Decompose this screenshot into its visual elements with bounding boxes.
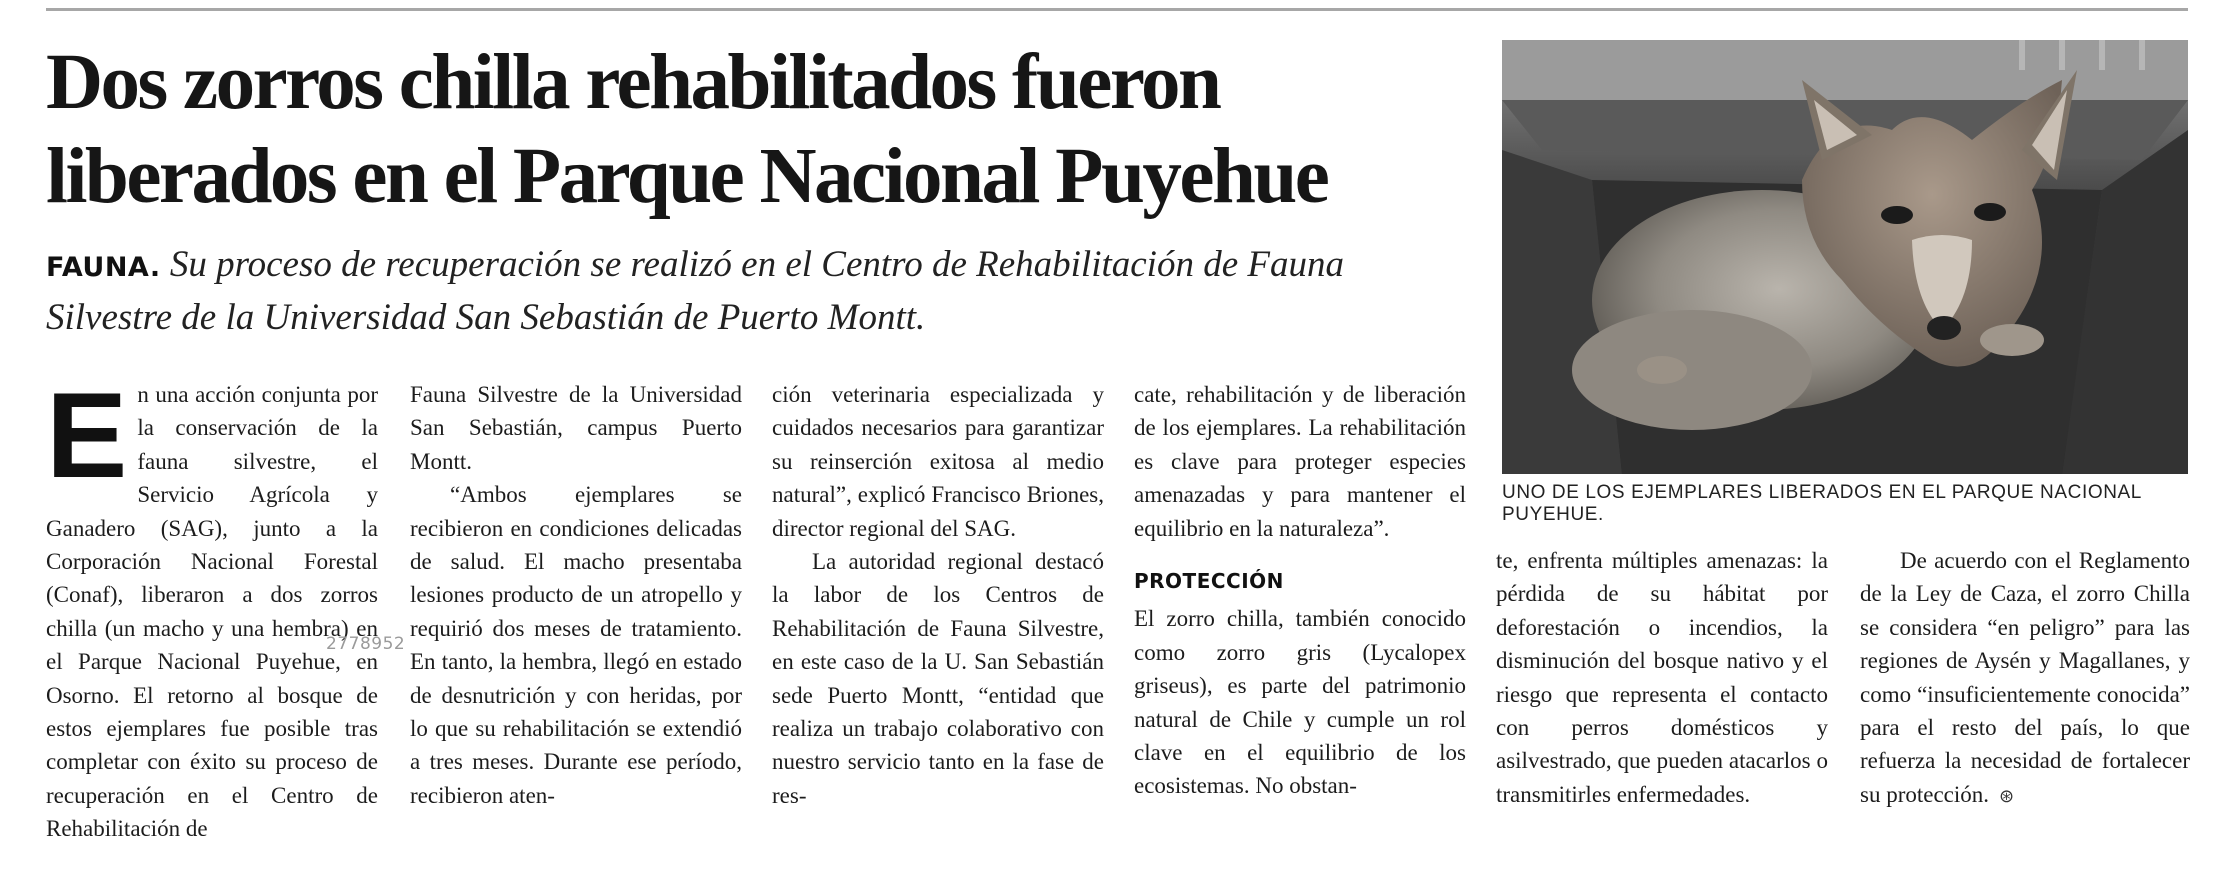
column-6-para: De acuerdo con el Reglamento de la Ley de Caza, el zorro Chilla se considera “en peligro” para las regiones de Aysén y Magallanes, y como “insuficientemente conocida” para el resto del país, lo que refuerza la necesidad de fortalecer su protección. [1860, 548, 2190, 807]
stamp-number: 2778952 [326, 634, 406, 654]
column-2-para-a: Fauna Silvestre de la Universidad San Sebastián, campus Puerto Montt. [410, 382, 742, 474]
headline: Dos zorros chilla rehabilitados fueron liberados en el Parque Nacional Puyehue [46, 39, 1328, 220]
article-column-3 [772, 378, 1104, 812]
column-1-text-cont: por la conservación de la fauna silvestre, el Servicio Agrícola y Ganadero (SAG), junto a la Corporación Nacional Forestal (Conaf), liberaron a dos zorros chilla (un macho y una hembra) en el Parque Nacional Puyehue, en Osorno. El retorno al bosque de estos ejemplares fue posible tras completar con éxito su proceso de recuperación en el Centro de Rehabilitación de [46, 382, 379, 842]
drop-cap: E [46, 367, 128, 503]
subhead-proteccion: PROTECCIÓN [1134, 569, 1284, 594]
column-4-para-b: El zorro chilla, también conocido como zorro gris (Lycalopex griseus), es parte del patrimonio natural de Chile y cumple un rol clave en el equilibrio de los ecosistemas. No obstan- [1134, 606, 1466, 799]
deck [46, 240, 1466, 343]
end-of-article-icon: ⊛ [1999, 785, 2015, 807]
fox-illustration [1502, 40, 2188, 474]
article-column-1 [46, 367, 379, 846]
column-3-para-a: ción veterinaria especializada y cuidados necesarios para garantizar su reinserción exitosa al medio natural”, explicó Francisco Briones, director regional del SAG. [772, 382, 1104, 541]
column-2-para-b: “Ambos ejemplares se recibieron en condiciones delicadas de salud. El macho presentaba lesiones producto de un atropello y requirió dos meses de tratamiento. En tanto, la hembra, llegó en estado de desnutrición y con heridas, por lo que su rehabilitación se extendió a tres meses. Durante ese período, recibieron aten- [410, 482, 742, 808]
top-rule [46, 8, 2188, 11]
article-column-5 [1496, 544, 1828, 811]
article-column-2 [410, 378, 742, 812]
column-1-text: n una acción conjunta [137, 382, 341, 407]
photo-caption: UNO DE LOS EJEMPLARES LIBERADOS EN EL PARQUE NACIONAL PUYEHUE. [1502, 482, 2142, 525]
column-4-para-a: cate, rehabilitación y de liberación de los ejemplares. La rehabilitación es clave para proteger especies amenazadas y para mantener el equilibrio en la naturaleza”. [1134, 382, 1466, 541]
deck-text: Su proceso de recuperación se realizó en el Centro de Rehabilitación de Fauna Silvestre de la Universidad San Sebastián de Puerto Montt. [46, 244, 1344, 338]
column-3-para-b: La autoridad regional destacó la labor de los Centros de Rehabilitación de Fauna Silvestre, en este caso de la U. San Sebastián sede Puerto Montt, “entidad que realiza un trabajo colaborativo con nuestro servicio tanto en la fase de res- [772, 549, 1104, 808]
article-column-4 [1134, 378, 1466, 803]
kicker: FAUNA. [46, 252, 161, 283]
fox-in-crate-photo [1502, 40, 2188, 474]
column-5-para: te, enfrenta múltiples amenazas: la pérdida de su hábitat por deforestación o incendios, la disminución del bosque nativo y el riesgo que representa el contacto con perros domésticos y asilvestrado, que pueden atacarlos o transmitirles enfermedades. [1496, 548, 1828, 807]
article-column-6 [1860, 544, 2190, 813]
